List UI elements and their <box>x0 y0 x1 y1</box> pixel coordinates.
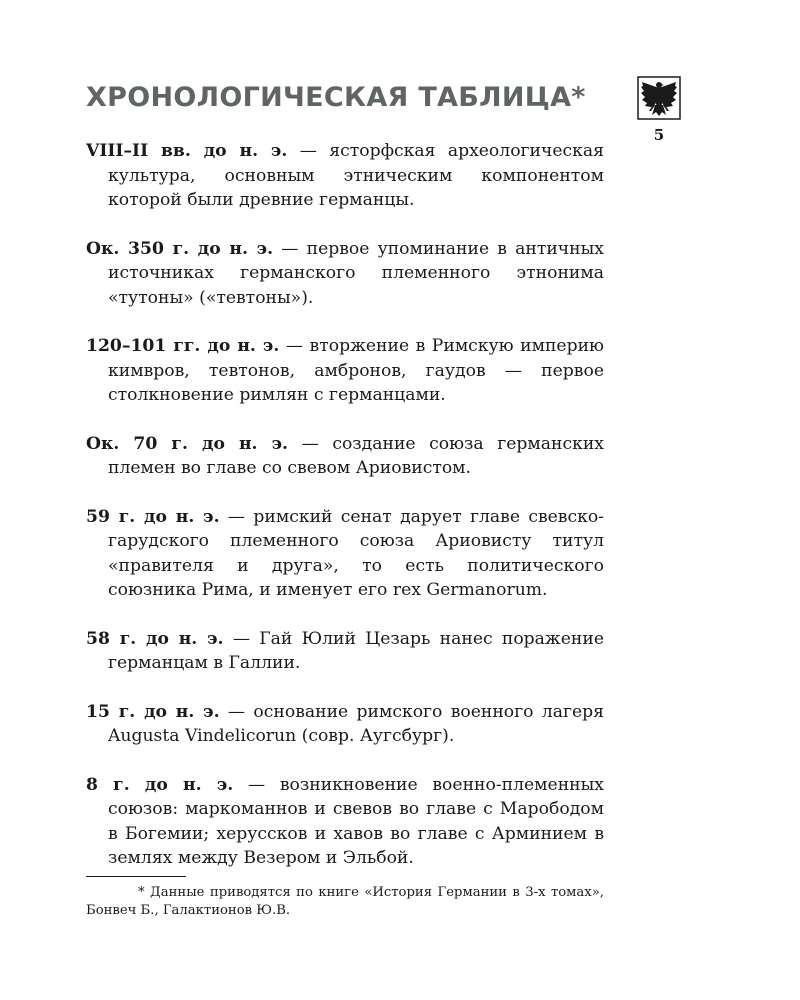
chronology-entry <box>86 237 604 311</box>
entry-text: — первое упоминание в античных источниках германского племенного этнонима «тутоны» («тевтоны»). <box>108 238 604 308</box>
chronology-list <box>86 139 604 895</box>
footnote-rule <box>86 876 186 877</box>
entry-text: — римский сенат дарует главе свевско-гарудского племенного союза Ариовисту титул «правителя и друга», то есть политического союзника Рима, и именует его rex Germanorum. <box>108 506 604 600</box>
chronology-entry <box>86 627 604 676</box>
page-title: ХРОНОЛОГИЧЕСКАЯ ТАБЛИЦА* <box>86 82 586 113</box>
entry-text: — возникновение военно-племенных союзов: маркоманнов и свевов во главе с Марободом в Богемии; херусcков и хавов во главе с Арминием в землях между Везером и Эльбой. <box>108 774 605 868</box>
entry-date: VIII–II вв. до н. э. <box>86 141 288 161</box>
entry-text: — вторжение в Римскую империю кимвров, тевтонов, амбронов, гаудов — первое столкновение римлян с германцами. <box>108 336 604 405</box>
entry-date: Ок. 70 г. до н. э. <box>86 433 289 454</box>
chronology-entry <box>86 432 604 481</box>
entry-date: 8 г. до н. э. <box>86 774 234 795</box>
entry-date: 59 г. до н. э. <box>86 506 220 527</box>
entry-date: Ок. 350 г. до н. э. <box>86 238 274 259</box>
entry-text: — ясторфская археологическая культура, основным этническим компонентом которой были древние германцы. <box>108 141 604 210</box>
eagle-emblem-icon <box>637 76 681 120</box>
entry-date: 58 г. до н. э. <box>86 628 224 649</box>
entry-date: 15 г. до н. э. <box>86 701 220 722</box>
chronology-entry <box>86 139 604 213</box>
chronology-entry <box>86 505 604 603</box>
page-number: 5 <box>653 126 665 144</box>
chronology-entry <box>86 700 604 749</box>
chronology-entry <box>86 334 604 408</box>
entry-text: — создание союза германских племен во главе со свевом Ариовистом. <box>108 433 604 478</box>
entry-text: — Гай Юлий Цезарь нанес поражение германцам в Галлии. <box>108 628 604 673</box>
entry-text: — основание римского военного лагеря Augusta Vindelicorun (совр. Аугсбург). <box>108 701 604 746</box>
chronology-entry <box>86 773 604 871</box>
footnote: * Данные приводятся по книге «История Германии в 3-х томах», Бонвеч Б., Галактионов Ю.В. <box>86 885 604 918</box>
entry-date: 120–101 гг. до н. э. <box>86 336 280 356</box>
